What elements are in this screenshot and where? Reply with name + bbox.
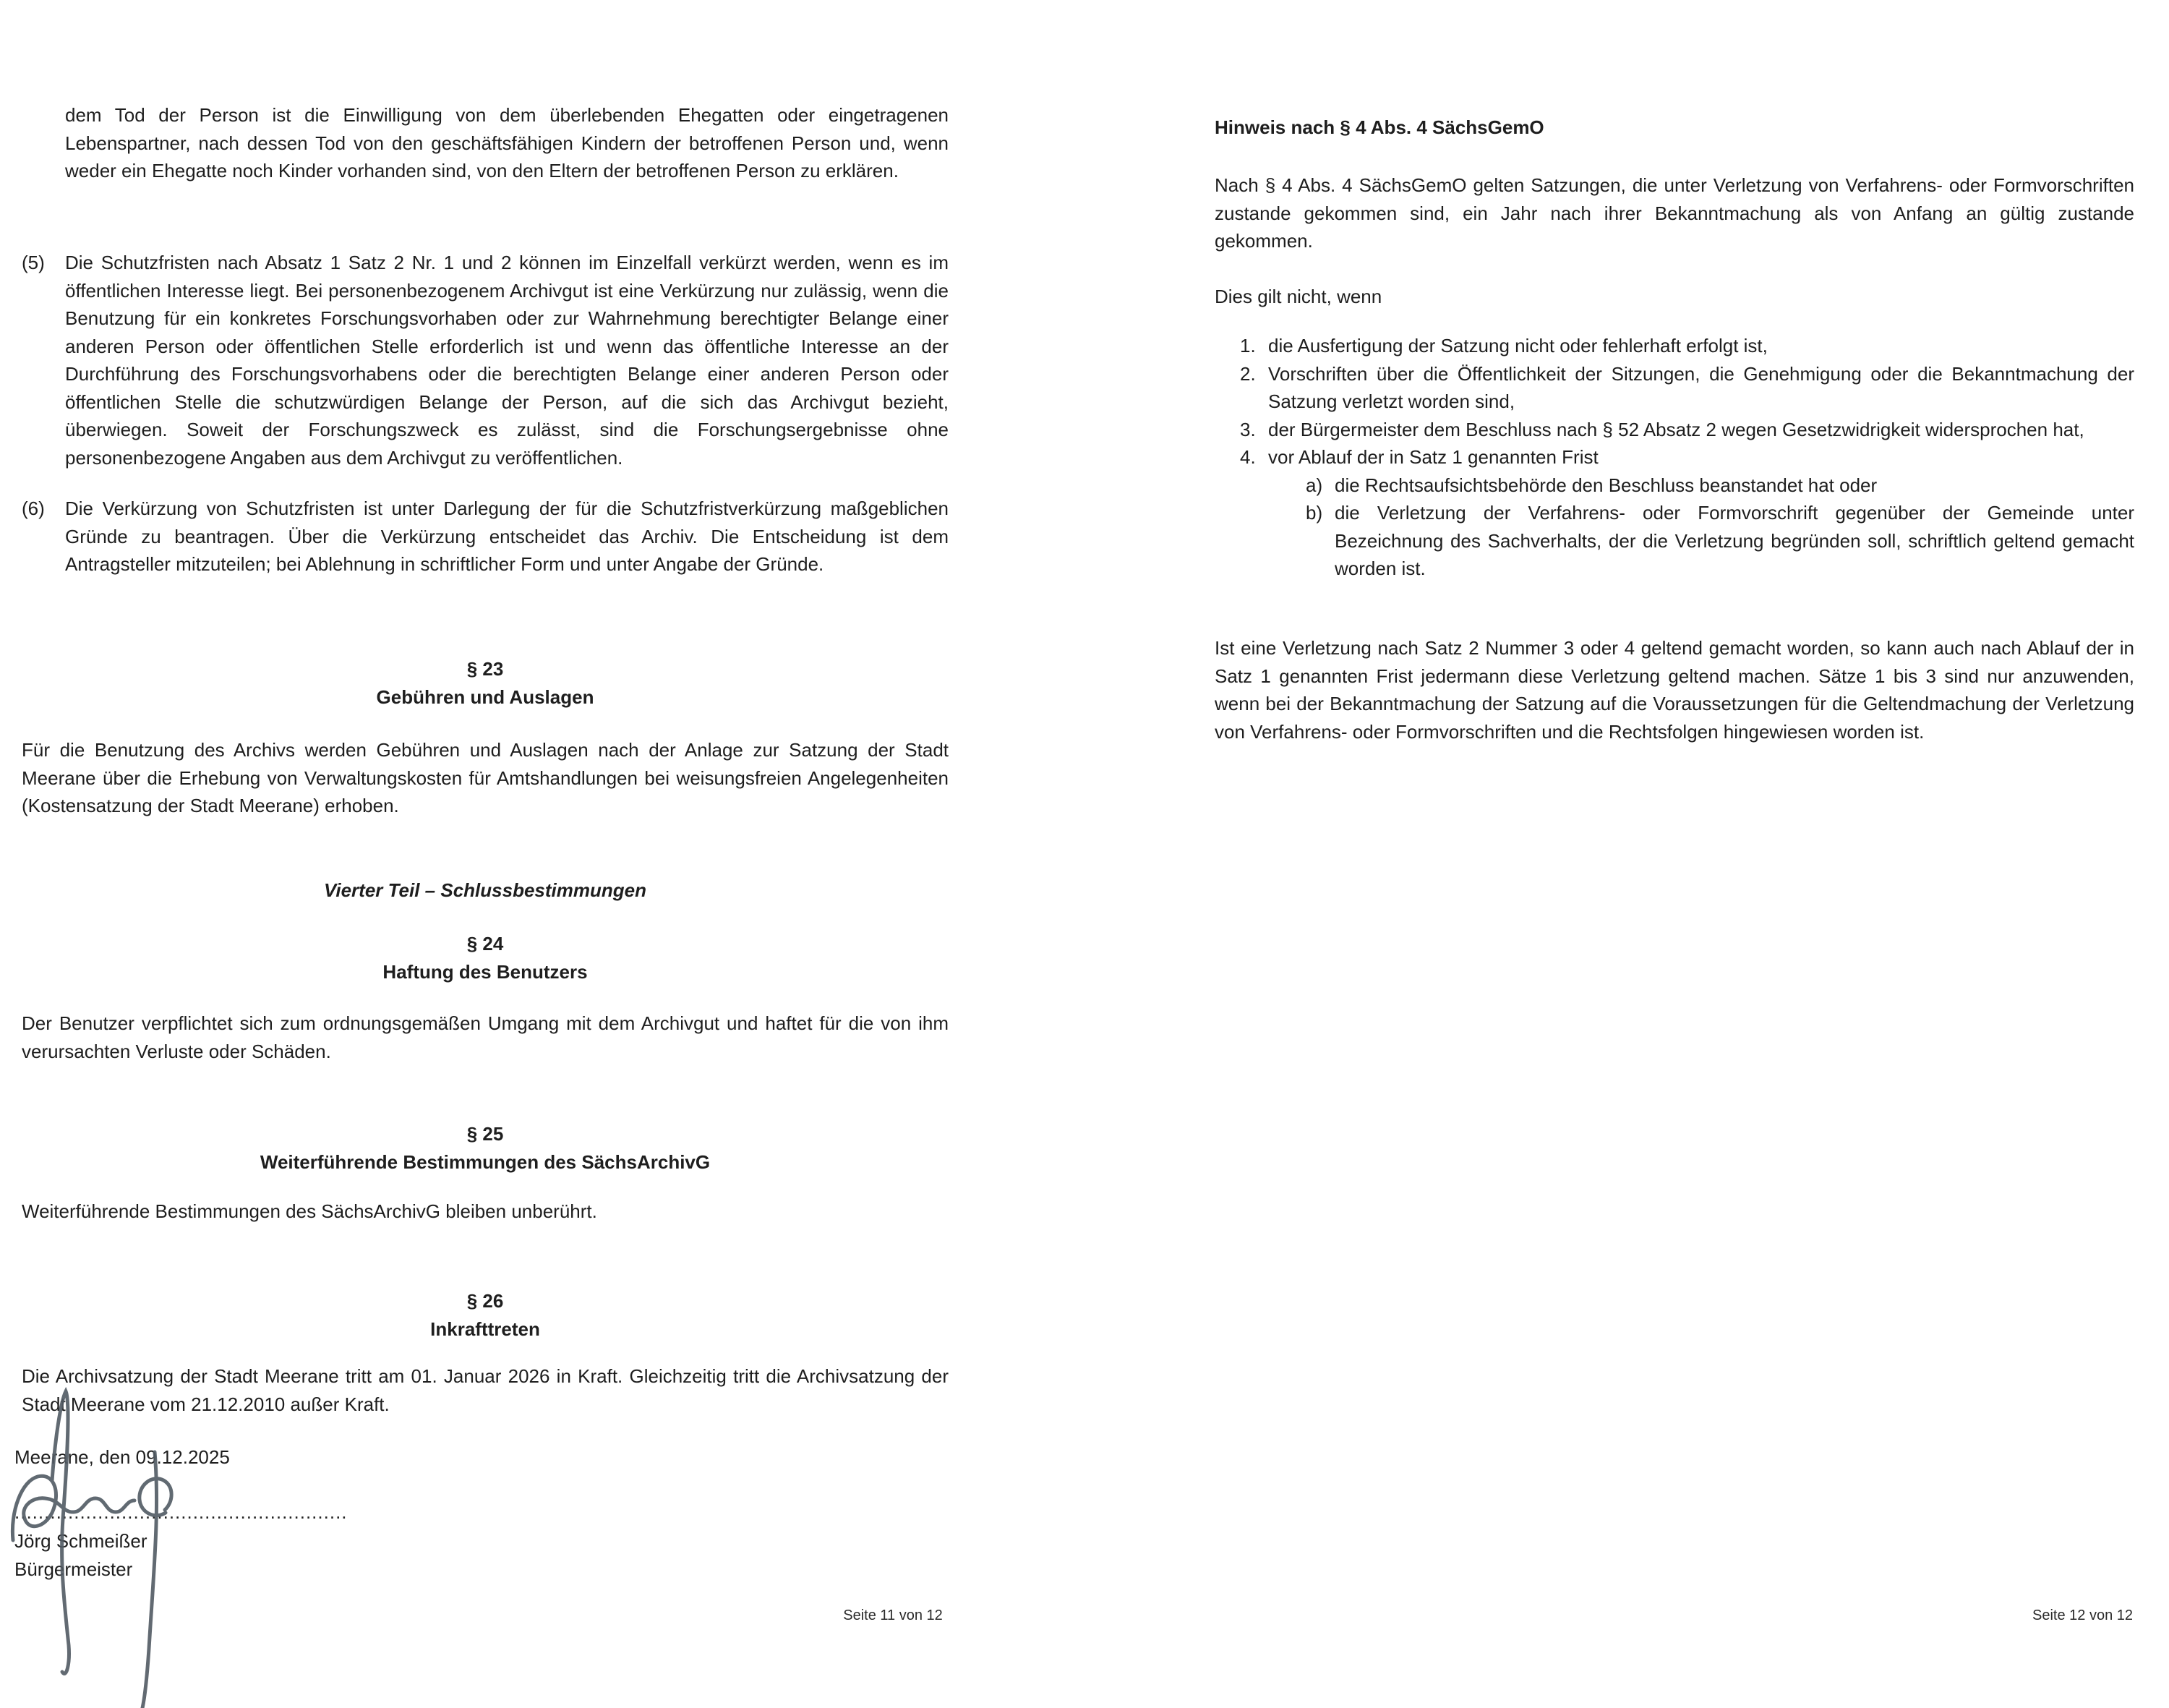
- hinweis-intro-paragraph: Nach § 4 Abs. 4 SächsGemO gelten Satzungen, die unter Verletzung von Verfahrens- oder Formvorschriften zustande gekommen sind, ein Jahr nach ihrer Bekanntmachung als von Anfang an gültig zustande gekommen.: [1215, 174, 2134, 252]
- sublist-item-b-text: die Verletzung der Verfahrens- oder Formvorschrift gegenüber der Gemeinde unter Bezeichnung des Sachverhalts, der die Verletzung begründen soll, schriftlich geltend gemacht worden ist.: [1335, 502, 2134, 579]
- signer-title: Bürgermeister: [14, 1558, 133, 1580]
- section-23-heading: [22, 655, 949, 711]
- section-24-body: Der Benutzer verpflichtet sich zum ordnungsgemäßen Umgang mit dem Archivgut und haftet für die von ihm verursachten Verluste oder Schäden.: [22, 1012, 949, 1062]
- paragraph-item-5: [22, 249, 949, 471]
- sublist-item-a-marker: a): [1306, 474, 1323, 496]
- handwritten-signature: [0, 1359, 362, 1708]
- signature-rule: ........................................................: [14, 1501, 348, 1523]
- sublist-item-b: [1306, 499, 2134, 583]
- hinweis-heading: Hinweis nach § 4 Abs. 4 SächsGemO: [1215, 116, 1544, 138]
- signature-stroke-loop-tail: [140, 1452, 171, 1708]
- list-item-3-text: der Bürgermeister dem Beschluss nach § 52 Absatz 2 wegen Gesetzwidrigkeit widersprochen hat,: [1268, 418, 2084, 440]
- list-item-2-marker: 2.: [1240, 362, 1256, 385]
- sublist-item-a: [1306, 471, 2134, 500]
- section-26-body: Die Archivsatzung der Stadt Meerane tritt am 01. Januar 2026 in Kraft. Gleichzeitig tritt die Archivsatzung der Stadt Meerane vom 21.12.2010 außer Kraft.: [22, 1365, 949, 1415]
- numbered-list: [1240, 332, 2134, 583]
- place-date-line: Meerane, den 09.12.2025: [14, 1446, 230, 1468]
- list-item-1-text: die Ausfertigung der Satzung nicht oder fehlerhaft erfolgt ist,: [1268, 335, 1768, 356]
- list-item-4-text: vor Ablauf der in Satz 1 genannten Frist: [1268, 446, 1599, 468]
- sublist-item-b-marker: b): [1306, 502, 1323, 524]
- paragraph-item-6: [22, 495, 949, 578]
- section-25-number: § 25: [466, 1123, 504, 1145]
- signature-stroke-vertical: [52, 1391, 69, 1673]
- signature-stroke-main: [12, 1476, 134, 1540]
- page-right-footer: Seite 12 von 12: [2032, 1607, 2133, 1623]
- section-26-number: § 26: [466, 1290, 504, 1312]
- item-6-marker: (6): [22, 498, 45, 519]
- section-24-title: Haftung des Benutzers: [382, 960, 588, 983]
- list-item-2-text: Vorschriften über die Öffentlichkeit der Sitzungen, die Genehmigung oder die Bekanntmachung der Satzung verletzt worden sind,: [1268, 362, 2134, 412]
- hinweis-closing-paragraph: Ist eine Verletzung nach Satz 2 Nummer 3 oder 4 geltend gemacht worden, so kann auch nach Ablauf der in Satz 1 genannten Frist jedermann diese Verletzung geltend machen. Sätze 1 bis 3 sind nur anzuwenden, wenn bei der Bekanntmachung der Satzung auf die Voraussetzungen für die Geltendmachung der Verletzung von Verfahrens- oder Formvorschriften und die Rechtsfolgen hingewiesen worden ist.: [1215, 637, 2134, 743]
- continuation-paragraph: dem Tod der Person ist die Einwilligung von dem überlebenden Ehegatten oder eingetragenen Lebenspartner, nach dessen Tod von den geschäftsfähigen Kindern der betroffenen Person und, wenn weder ein Ehegatte noch Kinder vorhanden sind, von den Eltern der betroffenen Person zu erklären.: [65, 104, 949, 182]
- part-four-heading: Vierter Teil – Schlussbestimmungen: [324, 879, 646, 901]
- section-23-number: § 23: [466, 658, 504, 680]
- sublist-item-a-text: die Rechtsaufsichtsbehörde den Beschluss beanstandet hat oder: [1335, 474, 1878, 496]
- section-25-title: Weiterführende Bestimmungen des SächsArchivG: [260, 1150, 711, 1173]
- section-25-body: Weiterführende Bestimmungen des SächsArchivG bleiben unberührt.: [22, 1200, 597, 1222]
- list-intro-line: Dies gilt nicht, wenn: [1215, 286, 1382, 307]
- section-24-number: § 24: [466, 933, 504, 955]
- list-item-3: [1240, 416, 2134, 444]
- section-23-body: Für die Benutzung des Archivs werden Gebühren und Auslagen nach der Anlage zur Satzung der Stadt Meerane über die Erhebung von Verwaltungskosten für Amtshandlungen bei weisungsfreien Angelegenheiten (Kostensatzung der Stadt Meerane) erhoben.: [22, 739, 949, 816]
- list-item-4-marker: 4.: [1240, 446, 1256, 468]
- item-5-marker: (5): [22, 252, 45, 273]
- list-item-1: [1240, 332, 2134, 360]
- section-26-title: Inkrafttreten: [430, 1318, 540, 1340]
- item-5-text: Die Schutzfristen nach Absatz 1 Satz 2 Nr. 1 und 2 können im Einzelfall verkürzt werden, wenn es im öffentlichen Interesse liegt. Bei personenbezogenem Archivgut ist eine Verkürzung nur zulässig, wenn die Benutzung für ein konkretes Forschungsvorhaben oder zur Wahrnehmung berechtigter Belange einer anderen Person oder öffentlichen Stelle erforderlich ist und wenn das öffentliche Interesse an der Durchführung des Forschungsvorhabens oder die berechtigten Belange einer anderen Person oder öffentlichen Stelle die schutzwürdigen Belange der Person, auf die sich das Archivgut bezieht, überwiegen. Soweit der Forschungszweck es zulässt, sind die Forschungsergebnisse ohne personenbezogene Angaben aus dem Archivgut zu veröffentlichen.: [65, 252, 949, 469]
- letter-sublist: [1306, 471, 2134, 583]
- list-item-1-marker: 1.: [1240, 335, 1256, 356]
- section-23-title: Gebühren und Auslagen: [376, 686, 594, 708]
- section-24-heading: [22, 930, 949, 986]
- item-6-text: Die Verkürzung von Schutzfristen ist unter Darlegung der für die Schutzfristverkürzung maßgeblichen Gründe zu beantragen. Über die Verkürzung entscheidet das Archiv. Die Entscheidung ist dem Antragsteller mitzuteilen; bei Ablehnung in schriftlicher Form und unter Angabe der Gründe.: [65, 498, 949, 575]
- list-item-4: [1240, 443, 2134, 471]
- page-left-footer: Seite 11 von 12: [843, 1607, 943, 1623]
- section-26-heading: [22, 1287, 949, 1343]
- section-25-heading: [22, 1120, 949, 1176]
- list-item-3-marker: 3.: [1240, 418, 1256, 440]
- list-item-2: [1240, 360, 2134, 416]
- signer-name: Jörg Schmeißer: [14, 1530, 147, 1552]
